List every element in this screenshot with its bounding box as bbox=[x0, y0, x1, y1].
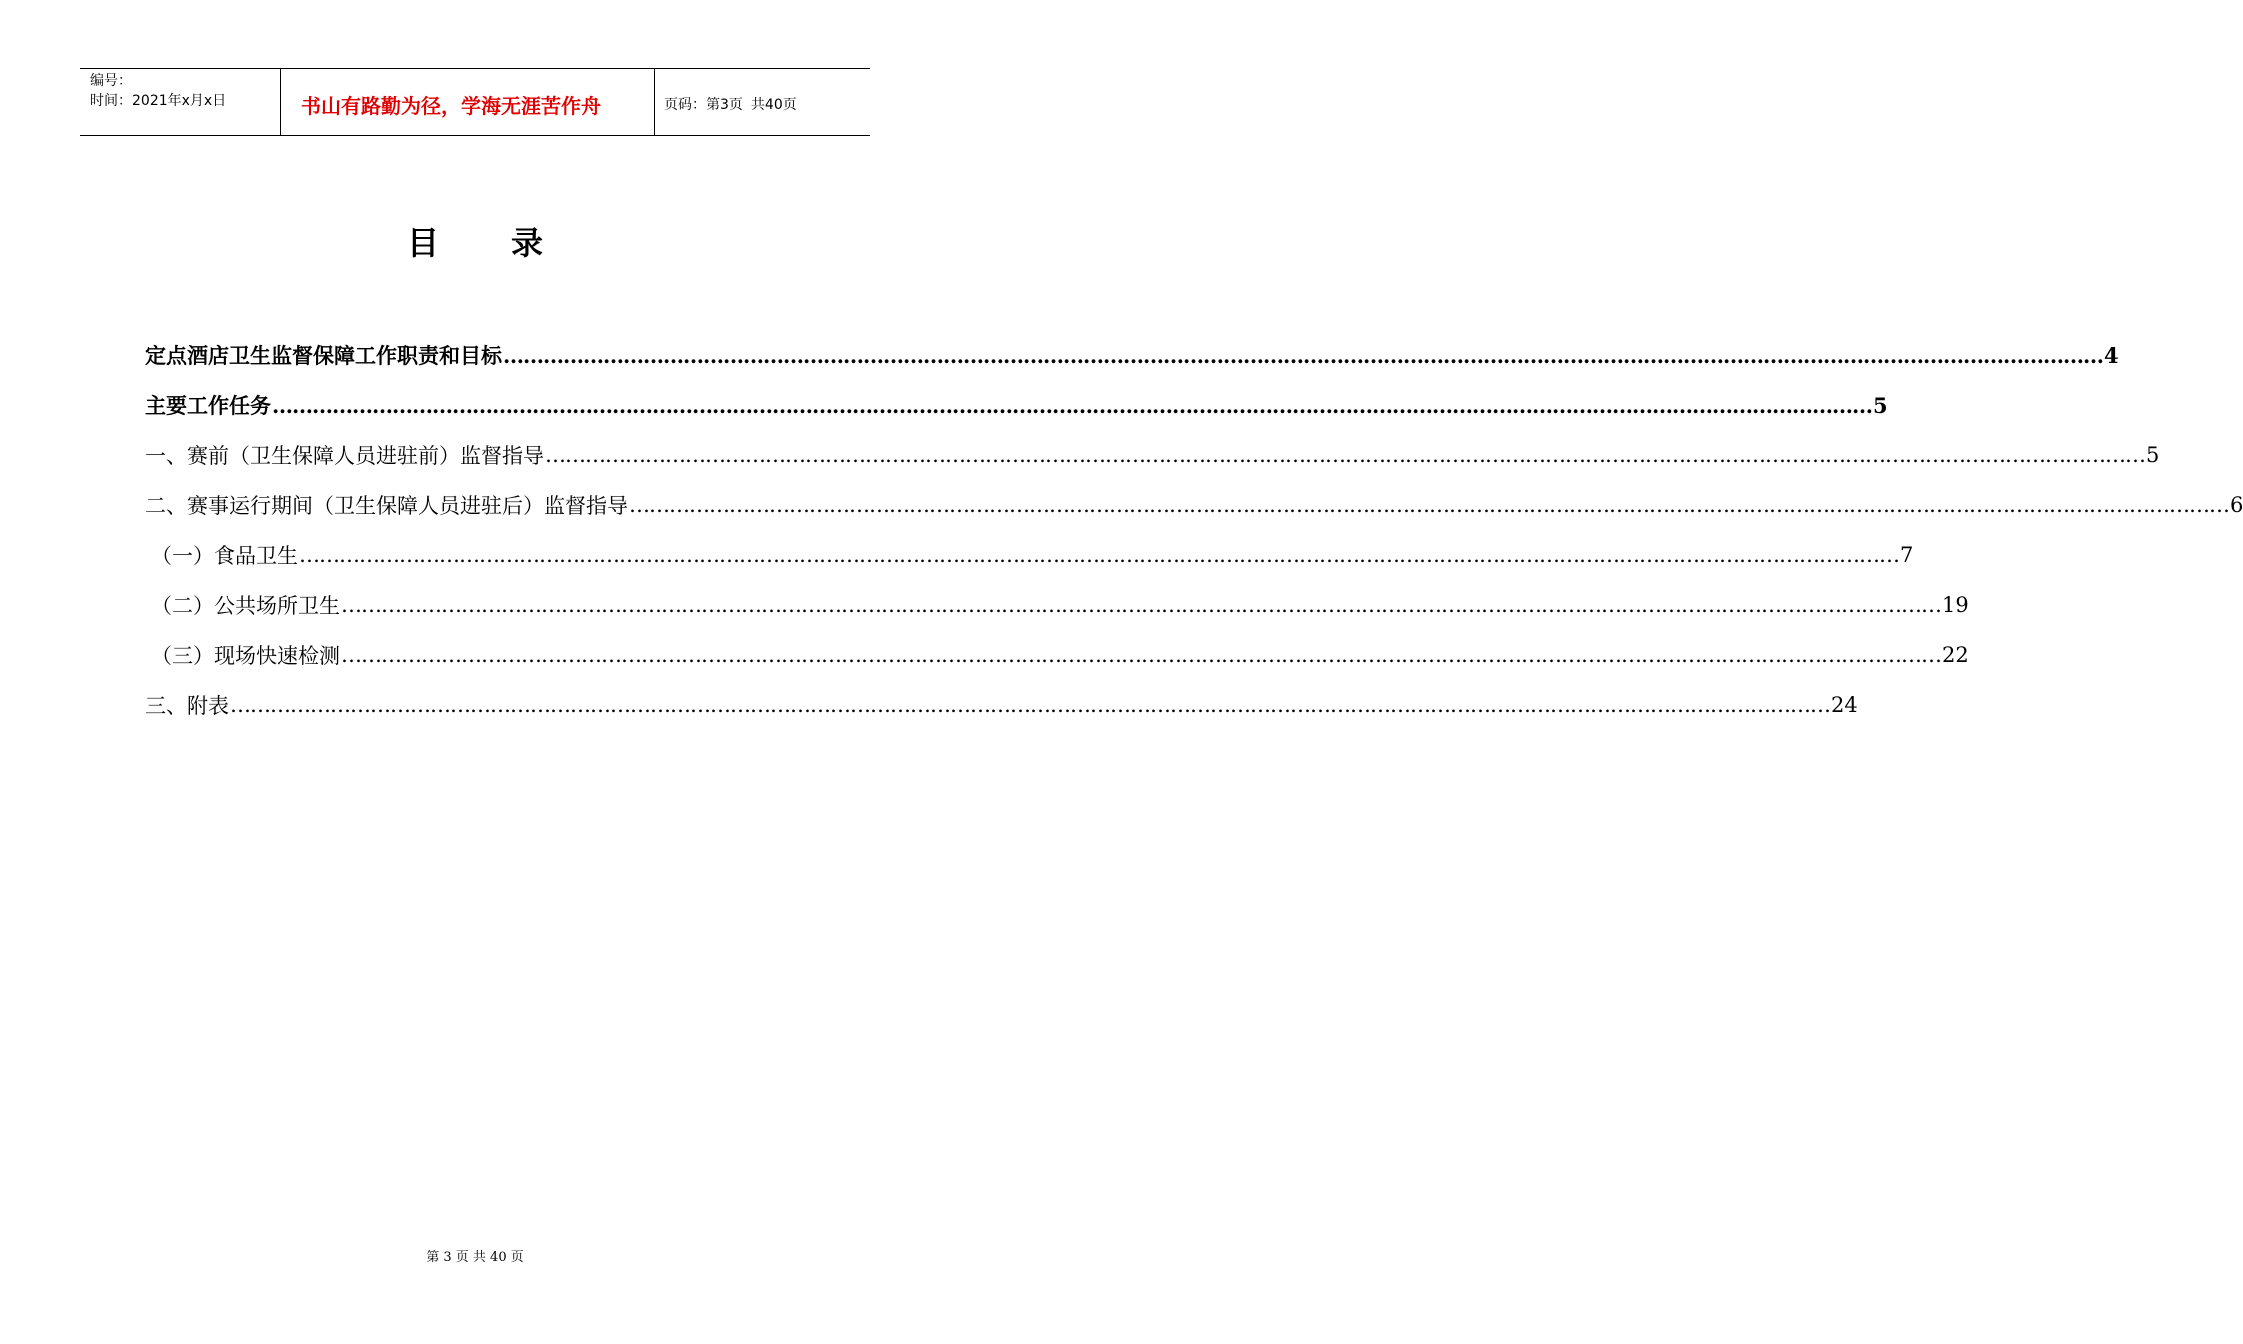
toc-entry-title: 定点酒店卫生监督保障工作职责和目标 bbox=[145, 343, 502, 368]
header-left-cell bbox=[80, 69, 281, 135]
header-number-label: 编号： bbox=[90, 73, 132, 89]
header-motto: 书山有路勤为径，学海无涯苦作舟 bbox=[281, 69, 655, 135]
toc-leader-dots: …………………………………………………………………………………………………………………………………………………………………………………………………………………… bbox=[503, 342, 2103, 368]
toc-entry-title: （二）公共场所卫生 bbox=[151, 594, 340, 618]
title-char-1: 目 bbox=[406, 224, 439, 262]
toc-entry-page: 22 bbox=[1942, 643, 1969, 667]
toc-entry-title: （三）现场快速检测 bbox=[151, 644, 340, 668]
toc-leader-dots: …………………………………………………………………………………………………………………………………………………………………………………………………………………… bbox=[545, 443, 2145, 467]
toc-leader-dots: …………………………………………………………………………………………………………………………………………………………………………………………………………………… bbox=[341, 643, 1941, 667]
toc-entry[interactable] bbox=[145, 430, 2160, 480]
page-header bbox=[80, 68, 870, 136]
header-page-info bbox=[655, 69, 870, 135]
toc-entry[interactable] bbox=[145, 330, 2119, 380]
toc-entry-page: 7 bbox=[1900, 543, 1914, 567]
toc-entry-title: 主要工作任务 bbox=[145, 393, 271, 418]
toc-entry-title: 二、赛事运行期间（卫生保障人员进驻后）监督指导 bbox=[145, 494, 628, 518]
toc-entry-page: 4 bbox=[2104, 342, 2119, 368]
toc-entry[interactable] bbox=[145, 680, 1858, 730]
title-char-2: 录 bbox=[511, 224, 544, 262]
toc-entry-page: 19 bbox=[1942, 593, 1969, 617]
toc-entry-title: 三、附表 bbox=[145, 694, 229, 718]
toc-entry[interactable] bbox=[145, 530, 1914, 580]
toc-entry-page: 24 bbox=[1831, 693, 1858, 717]
toc-entry[interactable] bbox=[145, 380, 1888, 430]
header-time-label: 时间：2021年x月x日 bbox=[90, 93, 227, 109]
toc-entry[interactable] bbox=[145, 580, 1969, 630]
table-of-contents bbox=[145, 330, 2243, 730]
header-page-current: 页码：第3页 bbox=[664, 97, 743, 113]
toc-entry[interactable] bbox=[145, 480, 2243, 530]
toc-entry-title: 一、赛前（卫生保障人员进驻前）监督指导 bbox=[145, 444, 544, 468]
header-page-total: 共40页 bbox=[750, 97, 797, 113]
toc-leader-dots: …………………………………………………………………………………………………………………………………………………………………………………………………………………… bbox=[341, 593, 1941, 617]
page-title bbox=[0, 218, 950, 264]
toc-entry-page: 5 bbox=[1873, 392, 1888, 418]
toc-leader-dots: …………………………………………………………………………………………………………………………………………………………………………………………………………………… bbox=[272, 392, 1872, 418]
page-footer: 第 3 页 共 40 页 bbox=[426, 1250, 524, 1265]
toc-entry[interactable] bbox=[145, 630, 1969, 680]
toc-entry-page: 5 bbox=[2146, 443, 2160, 467]
toc-leader-dots: …………………………………………………………………………………………………………………………………………………………………………………………………………………… bbox=[299, 543, 1899, 567]
toc-entry-page: 6 bbox=[2230, 493, 2243, 517]
toc-leader-dots: …………………………………………………………………………………………………………………………………………………………………………………………………………………… bbox=[230, 693, 1830, 717]
toc-entry-title: （一）食品卫生 bbox=[151, 544, 298, 568]
toc-leader-dots: …………………………………………………………………………………………………………………………………………………………………………………………………………………… bbox=[629, 493, 2229, 517]
